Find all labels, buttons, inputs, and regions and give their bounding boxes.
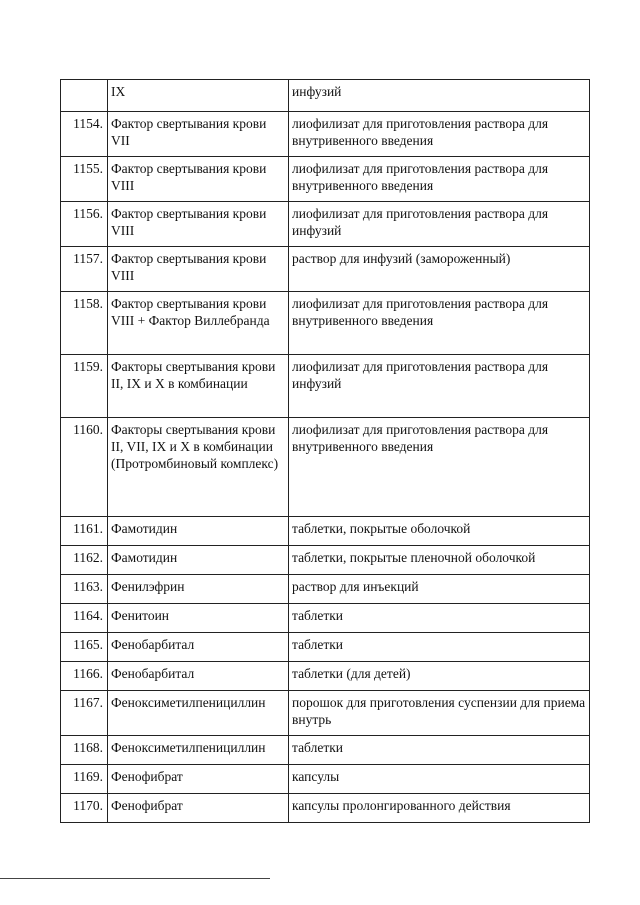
table-row	[61, 202, 590, 247]
dosage-form: лиофилизат для приготовления раствора для внутривенного введения	[289, 112, 590, 157]
table-row	[61, 633, 590, 662]
row-number: 1155.	[61, 157, 108, 202]
drug-name: Фактор свертывания крови VIII	[108, 202, 289, 247]
table-row	[61, 662, 590, 691]
dosage-form: таблетки, покрытые пленочной оболочкой	[289, 546, 590, 575]
row-number: 1166.	[61, 662, 108, 691]
dosage-form: раствор для инфузий (замороженный)	[289, 247, 590, 292]
table-row	[61, 418, 590, 517]
drug-name: Фактор свертывания крови VIII	[108, 157, 289, 202]
drug-name: Фактор свертывания крови VII	[108, 112, 289, 157]
row-number: 1161.	[61, 517, 108, 546]
row-number: 1169.	[61, 765, 108, 794]
row-number: 1159.	[61, 355, 108, 418]
row-number: 1162.	[61, 546, 108, 575]
dosage-form: лиофилизат для приготовления раствора для внутривенного введения	[289, 157, 590, 202]
drug-name: Фенофибрат	[108, 765, 289, 794]
drug-name: Феноксиметилпенициллин	[108, 691, 289, 736]
drug-name: Фенофибрат	[108, 794, 289, 823]
drug-name: Фамотидин	[108, 517, 289, 546]
row-number: 1170.	[61, 794, 108, 823]
row-number: 1156.	[61, 202, 108, 247]
drug-name: IX	[108, 80, 289, 112]
table-row	[61, 546, 590, 575]
table-row	[61, 736, 590, 765]
footnote-divider	[0, 878, 270, 879]
table-row	[61, 517, 590, 546]
dosage-form: таблетки	[289, 604, 590, 633]
row-number: 1160.	[61, 418, 108, 517]
dosage-form: таблетки	[289, 736, 590, 765]
dosage-form: лиофилизат для приготовления раствора для внутривенного введения	[289, 292, 590, 355]
drug-name: Факторы свертывания крови II, IX и X в комбинации	[108, 355, 289, 418]
drug-name: Фамотидин	[108, 546, 289, 575]
table-row	[61, 604, 590, 633]
table-row	[61, 575, 590, 604]
drug-name: Фенобарбитал	[108, 662, 289, 691]
row-number: 1168.	[61, 736, 108, 765]
row-number: 1165.	[61, 633, 108, 662]
table-row	[61, 355, 590, 418]
table-row	[61, 794, 590, 823]
table-row	[61, 691, 590, 736]
drug-name: Фенобарбитал	[108, 633, 289, 662]
row-number	[61, 80, 108, 112]
dosage-form: таблетки (для детей)	[289, 662, 590, 691]
table-row	[61, 765, 590, 794]
table-row	[61, 247, 590, 292]
table-row	[61, 157, 590, 202]
table-row	[61, 292, 590, 355]
drug-name: Фенилэфрин	[108, 575, 289, 604]
dosage-form: инфузий	[289, 80, 590, 112]
row-number: 1154.	[61, 112, 108, 157]
dosage-form: капсулы пролонгированного действия	[289, 794, 590, 823]
dosage-form: лиофилизат для приготовления раствора для внутривенного введения	[289, 418, 590, 517]
row-number: 1164.	[61, 604, 108, 633]
row-number: 1157.	[61, 247, 108, 292]
drug-name: Факторы свертывания крови II, VII, IX и X в комбинации (Протромбиновый комплекс)	[108, 418, 289, 517]
dosage-form: таблетки, покрытые оболочкой	[289, 517, 590, 546]
dosage-form: таблетки	[289, 633, 590, 662]
dosage-form: порошок для приготовления суспензии для приема внутрь	[289, 691, 590, 736]
dosage-form: раствор для инъекций	[289, 575, 590, 604]
row-number: 1163.	[61, 575, 108, 604]
drug-name: Фактор свертывания крови VIII + Фактор Виллебранда	[108, 292, 289, 355]
drug-table	[60, 79, 590, 823]
dosage-form: капсулы	[289, 765, 590, 794]
dosage-form: лиофилизат для приготовления раствора для инфузий	[289, 202, 590, 247]
row-number: 1158.	[61, 292, 108, 355]
drug-name: Фенитоин	[108, 604, 289, 633]
drug-name: Фактор свертывания крови VIII	[108, 247, 289, 292]
dosage-form: лиофилизат для приготовления раствора для инфузий	[289, 355, 590, 418]
table-row	[61, 80, 590, 112]
table-row	[61, 112, 590, 157]
drug-name: Феноксиметилпенициллин	[108, 736, 289, 765]
row-number: 1167.	[61, 691, 108, 736]
